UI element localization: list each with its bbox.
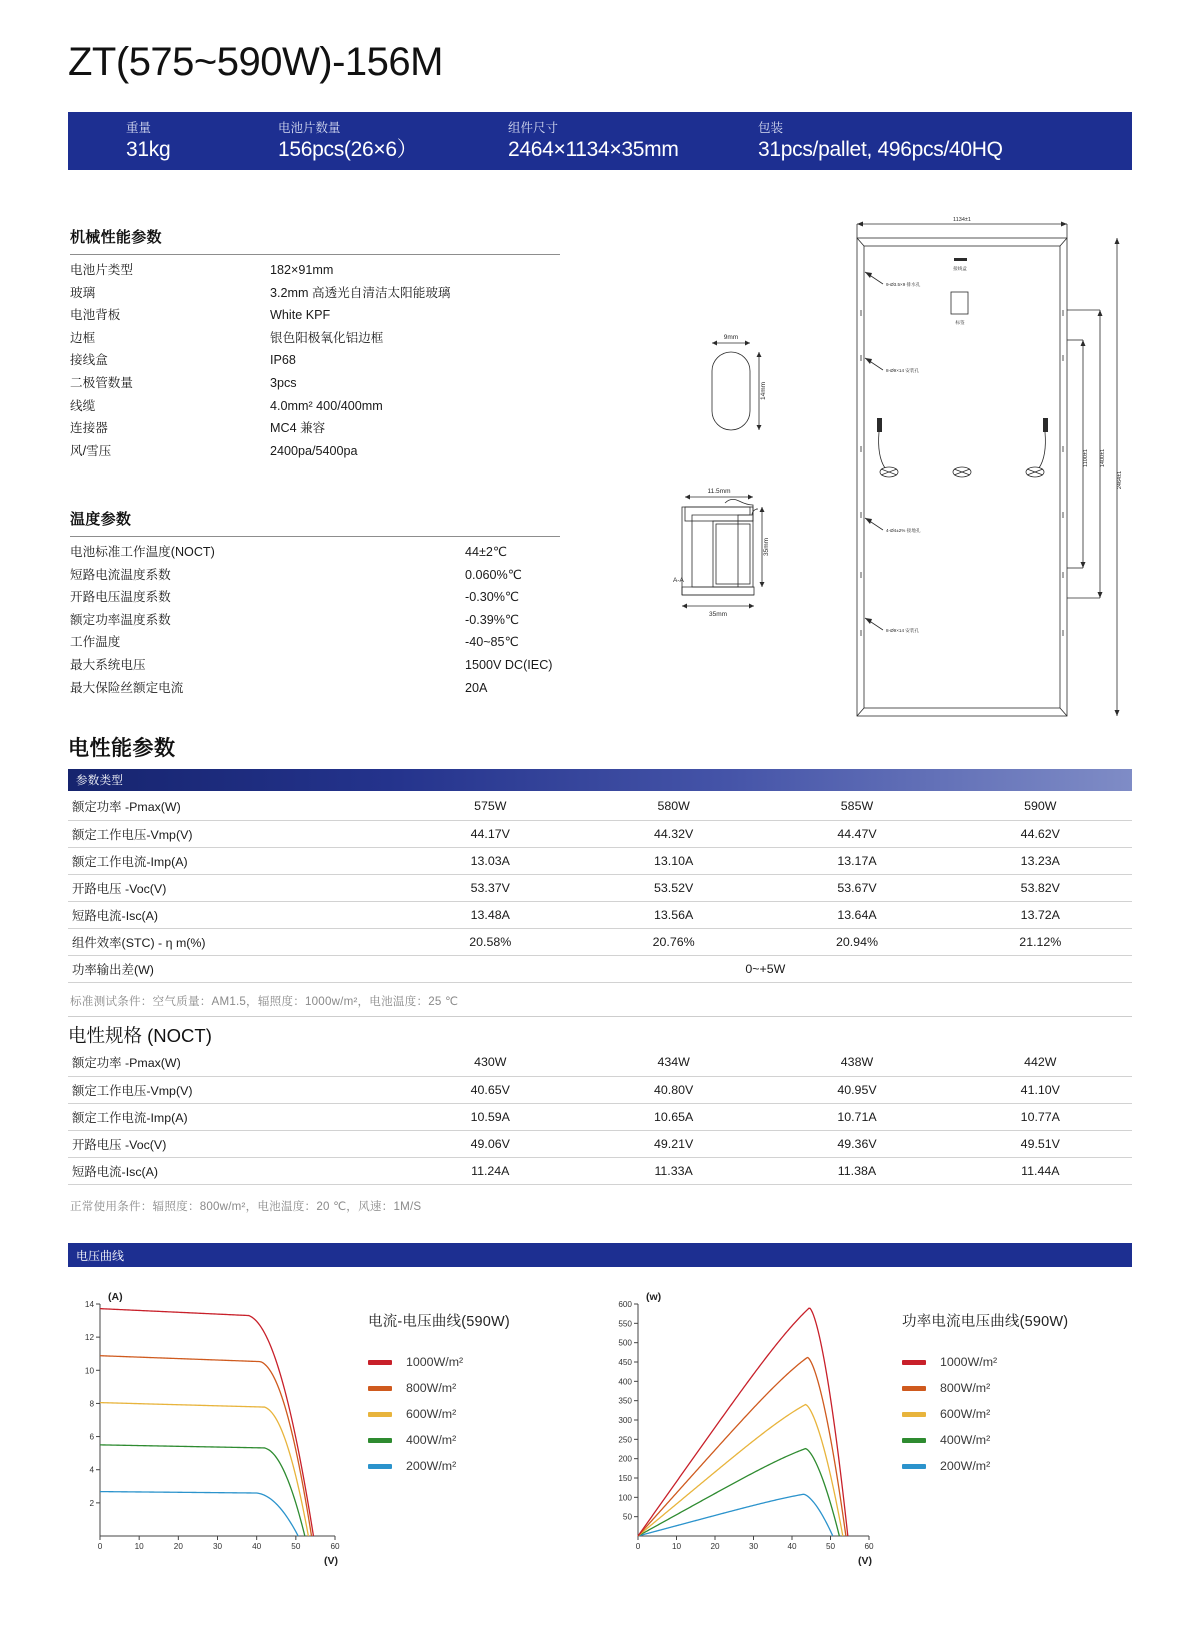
summary-cell-cell-count [274,112,504,170]
svg-text:40: 40 [252,1542,262,1551]
legend-label: 400W/m² [406,1433,457,1447]
temperature-row [70,586,560,609]
mechanical-row [70,304,560,327]
legend-item [902,1427,1130,1453]
legend-label: 200W/m² [406,1459,457,1473]
table-cell-value: 49.21V [582,1130,765,1157]
mechanical-value: 2400pa/5400pa [270,443,358,458]
table-row [68,1157,1132,1184]
mechanical-key: 二极管数量 [70,375,133,390]
svg-text:450: 450 [618,1358,632,1367]
table-cell-value: 53.37V [399,874,582,901]
temperature-key: 电池标准工作温度(NOCT) [70,545,215,559]
table-row-key: 额定工作电压-Vmp(V) [68,1076,399,1103]
table-cell-value: 442W [949,1049,1132,1076]
table-cell-value: 44.17V [399,820,582,847]
legend-item [902,1349,1130,1375]
mechanical-value: 银色阳极氧化铝边框 [270,330,384,345]
summary-bar [68,112,1132,170]
table-row [68,874,1132,901]
curves-header-label: 电压曲线 [76,1248,125,1263]
mechanical-row [70,372,560,395]
temperature-key: 短路电流温度系数 [70,567,171,582]
dim-frame-flange: 11.5mm [707,488,731,495]
table-cell-value: 13.03A [399,847,582,874]
svg-text:(A): (A) [108,1291,123,1303]
curves-header-bar [68,1243,1132,1267]
table-cell-value: 40.65V [399,1076,582,1103]
svg-text:14: 14 [84,1300,94,1309]
table-cell-value: 11.24A [399,1157,582,1184]
table-row-key: 额定功率 -Pmax(W) [68,793,399,820]
table-row-key: 额定工作电流-Imp(A) [68,1103,399,1130]
legend-item [368,1401,596,1427]
svg-text:20: 20 [173,1542,183,1551]
legend-swatch [902,1464,926,1469]
svg-text:4: 4 [89,1465,94,1475]
table-cell-value: 53.82V [949,874,1132,901]
summary-label: 电池片数量 [278,120,341,135]
iv-curve-legend [368,1310,596,1479]
annot-drain-hole: 9-Ø3.5×9 排水孔 [886,282,921,287]
table-cell-value: 53.52V [582,874,765,901]
mechanical-key: 连接器 [70,421,108,436]
legend-label: 800W/m² [940,1381,991,1395]
legend-label: 1000W/m² [406,1355,464,1369]
electrical-table-header-label: 参数类型 [76,775,124,787]
mechanical-row [70,440,560,463]
svg-text:600: 600 [618,1300,632,1309]
mechanical-value: IP68 [270,353,296,368]
legend-item [368,1427,596,1453]
table-row [68,793,1132,820]
table-cell-value: 20.94% [765,928,948,955]
temperature-row [70,677,560,700]
mechanical-parameters-title: 机械性能参数 [70,229,162,246]
mechanical-key: 接线盒 [70,353,108,368]
svg-text:6: 6 [89,1432,94,1442]
table-row [68,820,1132,847]
legend-swatch [368,1438,392,1443]
temperature-value: 20A [465,680,488,695]
table-cell-value: 13.17A [765,847,948,874]
mechanical-row [70,349,560,372]
svg-text:60: 60 [864,1542,874,1551]
table-cell-value: 44.32V [582,820,765,847]
summary-label: 包装 [758,120,784,135]
iv-curve-chart [68,1282,598,1582]
table-row [68,1049,1132,1076]
table-cell-value: 13.72A [949,901,1132,928]
electrical-parameters-heading: 电性能参数 [68,737,176,760]
dim-module-width: 1134±1 [953,217,971,223]
connectors [877,418,1048,477]
legend-swatch [902,1386,926,1391]
table-cell-value: 11.44A [949,1157,1132,1184]
pv-curve-chart [602,1282,1132,1582]
temperature-parameters-title: 温度参数 [70,511,132,528]
table-cell-value: 13.64A [765,901,948,928]
summary-cell-weight [68,112,274,170]
svg-text:10: 10 [134,1542,144,1551]
table-cell-value: 11.38A [765,1157,948,1184]
table-cell-value: 575W [399,793,582,820]
temperature-key: 最大系统电压 [70,657,146,672]
table-cell-value: 40.95V [765,1076,948,1103]
annot-ground-hole: 4-Ø4±2% 接地孔 [886,528,921,533]
svg-text:0: 0 [635,1542,641,1551]
section-label: A-A [673,577,684,584]
summary-label: 重量 [126,120,152,135]
mechanical-value: White KPF [270,308,331,323]
summary-value: 31pcs/pallet, 496pcs/40HQ [758,137,1003,161]
table-cell-value: 13.10A [582,847,765,874]
iv-curve-plot [68,1282,368,1572]
temperature-parameters-block [70,508,560,699]
table-row-key: 短路电流-Isc(A) [68,1157,399,1184]
legend-item [368,1349,596,1375]
svg-text:50: 50 [825,1542,836,1551]
svg-text:200: 200 [618,1454,632,1464]
legend-label: 1000W/m² [940,1355,998,1369]
temperature-key: 额定功率温度系数 [70,612,171,627]
table-row [68,1130,1132,1157]
legend-item [902,1401,1130,1427]
divider [70,536,560,537]
summary-cell-packaging [754,112,1132,170]
table-cell-value: 41.10V [949,1076,1132,1103]
temperature-key: 最大保险丝额定电流 [70,680,184,695]
legend-item [368,1375,596,1401]
mechanical-key: 电池背板 [70,308,121,323]
summary-cell-dimensions [504,112,754,170]
table-cell-value: 430W [399,1049,582,1076]
legend-label: 800W/m² [406,1381,457,1395]
table-cell-value: 21.12% [949,928,1132,955]
temperature-row [70,564,560,587]
dim-inner-2: 1100±1 [1083,449,1089,467]
svg-text:10: 10 [84,1366,94,1376]
svg-text:400: 400 [618,1377,632,1387]
mechanical-row [70,395,560,418]
summary-value: 156pcs(26×6） [278,137,418,161]
annot-mount-hole-top: 8-Ø9×14 安装孔 [886,368,920,373]
legend-label: 200W/m² [940,1459,991,1473]
noct-heading: 电性规格 (NOCT) [68,1025,212,1046]
electrical-table-header-bar [68,769,1132,791]
svg-text:150: 150 [618,1474,632,1483]
table-row [68,847,1132,874]
oval-hole-shape [712,352,750,430]
svg-text:250: 250 [618,1435,632,1445]
temperature-key: 工作温度 [70,635,121,650]
temperature-value: 1500V DC(IEC) [465,657,553,672]
mechanical-row [70,327,560,350]
table-cell-value: 585W [765,793,948,820]
mechanical-key: 电池片类型 [70,263,133,277]
mechanical-key: 线缆 [70,398,96,413]
table-row [68,1103,1132,1130]
mechanical-parameters-block [70,226,560,462]
svg-text:8: 8 [89,1399,94,1409]
mechanical-value: 182×91mm [270,263,334,277]
temperature-value: -40~85℃ [465,635,519,650]
legend-label: 400W/m² [940,1433,991,1447]
temperature-row [70,609,560,632]
table-cell-value: 10.59A [399,1103,582,1130]
annot-mount-hole-bottom: 8-Ø9×14 安装孔 [886,628,920,633]
temperature-rows [70,541,560,699]
svg-text:0: 0 [97,1542,103,1551]
temperature-value: 44±2℃ [465,545,508,559]
divider [68,1016,1132,1017]
table-cell-value: 44.62V [949,820,1132,847]
pv-curve-plot [602,1282,902,1572]
dim-oval-width: 9mm [723,334,739,341]
mechanical-value: 4.0mm² 400/400mm [270,398,383,413]
mechanical-row [70,259,560,282]
mechanical-key: 边框 [70,330,96,345]
stc-table [68,793,1132,983]
page-title: ZT(575~590W)-156M [68,40,443,84]
mechanical-row [70,282,560,305]
summary-value: 31kg [126,137,171,161]
table-cell-value: 20.76% [582,928,765,955]
label-marker [951,292,968,314]
svg-text:550: 550 [618,1319,632,1329]
legend-item [902,1453,1130,1479]
svg-text:50: 50 [622,1512,632,1522]
noct-note: 正常使用条件：辐照度：800w/m²，电池温度：20 ℃，风速：1M/S [70,1200,422,1213]
divider [70,254,560,255]
legend-swatch [368,1360,392,1365]
table-cell-value: 438W [765,1049,948,1076]
mechanical-key: 玻璃 [70,285,96,300]
technical-drawing [655,200,1145,720]
table-row-key: 开路电压 -Voc(V) [68,874,399,901]
table-cell-value: 13.23A [949,847,1132,874]
table-cell-value: 13.48A [399,901,582,928]
legend-swatch [368,1386,392,1391]
summary-label: 组件尺寸 [508,120,559,135]
legend-swatch [902,1412,926,1417]
dim-module-height: 2464±1 [1117,470,1123,490]
junction-box-marker [954,258,967,261]
table-cell-value: 40.80V [582,1076,765,1103]
dim-oval-height: 14mm [760,381,767,401]
table-cell-value: 10.77A [949,1103,1132,1130]
table-row [68,1076,1132,1103]
table-cell-value: 10.71A [765,1103,948,1130]
table-cell-value: 0~+5W [399,955,1132,982]
noct-table [68,1049,1132,1185]
dim-inner-1: 1400±1 [1100,448,1106,468]
table-cell-value: 44.47V [765,820,948,847]
table-row [68,955,1132,982]
charts-container [68,1282,1132,1582]
technical-drawing-svg [655,200,1145,720]
table-row-key: 额定功率 -Pmax(W) [68,1049,399,1076]
annot-label: 标签 [955,320,965,325]
svg-text:30: 30 [212,1542,223,1551]
svg-text:10: 10 [671,1542,682,1551]
svg-text:(V): (V) [858,1555,872,1567]
table-row-key: 额定工作电流-Imp(A) [68,847,399,874]
svg-text:60: 60 [330,1542,340,1551]
summary-value: 2464×1134×35mm [508,137,679,161]
svg-text:20: 20 [710,1542,720,1551]
table-cell-value: 53.67V [765,874,948,901]
table-row-key: 短路电流-Isc(A) [68,901,399,928]
temperature-key: 开路电压温度系数 [70,590,171,605]
svg-text:(V): (V) [324,1555,338,1567]
svg-text:50: 50 [291,1542,301,1551]
mechanical-row [70,417,560,440]
temperature-row [70,631,560,654]
mechanical-value: MC4 兼容 [270,421,326,436]
temperature-value: 0.060%℃ [465,567,522,582]
svg-text:100: 100 [618,1493,632,1503]
table-row-key: 功率输出差(W) [68,955,399,982]
legend-label: 600W/m² [406,1407,457,1421]
table-cell-value: 590W [949,793,1132,820]
svg-text:300: 300 [618,1416,632,1425]
mechanical-rows [70,259,560,462]
table-cell-value: 49.36V [765,1130,948,1157]
table-cell-value: 11.33A [582,1157,765,1184]
table-cell-value: 13.56A [582,901,765,928]
dim-frame-width: 35mm [708,611,728,618]
mechanical-value: 3pcs [270,375,297,390]
svg-text:500: 500 [618,1338,632,1348]
legend-swatch [368,1412,392,1417]
temperature-value: -0.39%℃ [465,612,520,627]
legend-swatch [902,1360,926,1365]
temperature-value: -0.30%℃ [465,590,520,605]
legend-swatch [368,1464,392,1469]
iv-curve-title: 电流-电压曲线(590W) [368,1314,510,1330]
temperature-row [70,654,560,677]
legend-item [902,1375,1130,1401]
temperature-row [70,541,560,564]
svg-text:(w): (w) [646,1291,662,1303]
legend-item [368,1453,596,1479]
mechanical-value: 3.2mm 高透光自清洁太阳能玻璃 [270,285,451,300]
svg-text:12: 12 [84,1333,94,1343]
table-cell-value: 580W [582,793,765,820]
legend-swatch [902,1438,926,1443]
table-cell-value: 434W [582,1049,765,1076]
table-row [68,901,1132,928]
legend-label: 600W/m² [940,1407,991,1421]
table-row-key: 组件效率(STC) - η m(%) [68,928,399,955]
table-cell-value: 10.65A [582,1103,765,1130]
table-row [68,928,1132,955]
table-row-key: 额定工作电压-Vmp(V) [68,820,399,847]
svg-text:350: 350 [618,1396,632,1406]
dim-frame-height: 35mm [763,537,770,557]
mechanical-key: 风/雪压 [70,443,112,458]
pv-curve-title: 功率电流电压曲线(590W) [902,1314,1069,1330]
table-row-key: 开路电压 -Voc(V) [68,1130,399,1157]
svg-text:30: 30 [748,1542,759,1551]
svg-text:40: 40 [787,1542,797,1551]
table-cell-value: 49.51V [949,1130,1132,1157]
svg-text:2: 2 [89,1498,94,1508]
table-cell-value: 20.58% [399,928,582,955]
table-cell-value: 49.06V [399,1130,582,1157]
annot-junction-box: 接线盒 [953,266,967,271]
pv-curve-legend [902,1310,1130,1479]
stc-note: 标准测试条件：空气质量：AM1.5，辐照度：1000w/m²，电池温度：25 ℃ [70,995,459,1008]
